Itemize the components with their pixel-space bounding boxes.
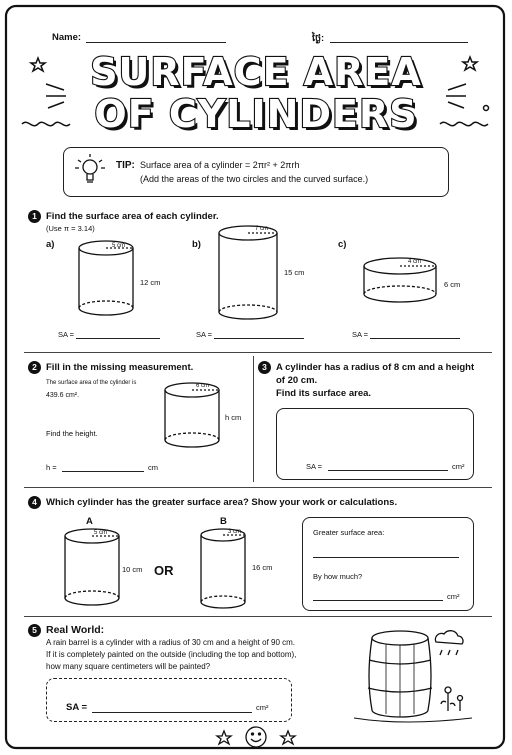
tip-formula: Surface area of a cylinder = 2πr² + 2πrh <box>140 160 300 170</box>
q5-text-line2: If it is completely painted on the outside (including the top and bottom), <box>46 650 297 659</box>
star-icon <box>281 731 295 744</box>
q5-sa-label: SA = <box>66 702 88 713</box>
q1c-letter: c) <box>338 239 347 250</box>
q5-unit: cm² <box>256 703 269 712</box>
q2-radius: 6 cm <box>196 383 210 389</box>
q1c-radius: 4 cm <box>408 259 422 265</box>
q3-answer-line[interactable] <box>328 470 448 471</box>
q3-sa-label: SA = <box>306 462 323 471</box>
tip-label: TIP: <box>116 160 135 171</box>
q4b-radius: 3 cm <box>228 529 242 535</box>
q4-difference-answer-line[interactable] <box>313 600 443 601</box>
q1a-height: 12 cm <box>140 278 161 287</box>
tip-box <box>63 147 449 197</box>
q1b-sa-label: SA = <box>196 330 213 339</box>
q1b-radius: 7 cm <box>255 226 269 232</box>
q1a-sa-label: SA = <box>58 330 75 339</box>
q2-task: Find the height. <box>46 429 98 438</box>
q4-unit: cm² <box>447 592 460 601</box>
cloud-icon <box>435 631 463 644</box>
q5-answer-line[interactable] <box>92 712 252 713</box>
smiley-icon <box>246 727 266 747</box>
question-number-4: 4 <box>28 496 41 509</box>
q4a-height: 10 cm <box>122 565 143 574</box>
q1c-sa-label: SA = <box>352 330 369 339</box>
q5-heading: Real World: <box>46 624 105 636</box>
q2-answer-line[interactable] <box>62 471 144 472</box>
q1c-height: 6 cm <box>444 280 461 289</box>
q2-prompt: Fill in the missing measurement. <box>46 362 194 373</box>
name-label: Name: <box>52 32 82 43</box>
q1-pi-note: (Use π = 3.14) <box>46 224 95 233</box>
column-divider <box>253 356 254 482</box>
q2-given-line1: The surface area of the cylinder is <box>46 380 137 386</box>
tip-explanation: (Add the areas of the two circles and the curved surface.) <box>140 174 369 184</box>
q2-answer-unit: cm <box>148 463 158 472</box>
question-number-1: 1 <box>28 210 41 223</box>
rain-barrel-illustration <box>350 622 480 724</box>
q4-prompt: Which cylinder has the greater surface area? Show your work or calculations. <box>46 497 398 508</box>
q2-given-line2: 439.6 cm². <box>46 392 80 399</box>
q3-prompt-line1: A cylinder has a radius of 8 cm and a height <box>276 362 475 373</box>
q4-or-label: OR <box>154 563 174 578</box>
q3-unit: cm² <box>452 462 465 471</box>
q1b-height: 15 cm <box>284 268 305 277</box>
question-number-5: 5 <box>28 624 41 637</box>
cylinder-c-diagram <box>360 256 442 310</box>
section-divider <box>24 352 492 353</box>
cylinder-b-diagram <box>214 224 282 324</box>
q3-prompt-line2: of 20 cm. <box>276 375 318 386</box>
q4b-height: 16 cm <box>252 563 273 572</box>
question-number-3: 3 <box>258 361 271 374</box>
q1-prompt: Find the surface area of each cylinder. <box>46 211 219 222</box>
q4-cylinder-a-letter: A <box>86 516 93 527</box>
q1a-answer-line[interactable] <box>76 338 160 339</box>
q4-greater-label: Greater surface area: <box>313 528 385 537</box>
title-line-1: SURFACE AREA <box>90 50 422 94</box>
q1c-answer-line[interactable] <box>370 338 460 339</box>
flower-icon <box>445 687 451 693</box>
cylinder-q4b-diagram <box>196 526 250 614</box>
cylinder-a-diagram <box>74 238 138 320</box>
q1b-answer-line[interactable] <box>214 338 304 339</box>
lightbulb-icon <box>72 152 108 190</box>
cylinder-q2-diagram <box>160 380 224 452</box>
barrel-icon <box>372 631 428 645</box>
q1a-radius: 5 cm <box>112 243 126 249</box>
question-number-2: 2 <box>28 361 41 374</box>
q5-answer-box[interactable] <box>46 678 292 722</box>
q1b-letter: b) <box>192 239 201 250</box>
q2-height: h cm <box>225 413 242 422</box>
q4-difference-label: By how much? <box>313 572 363 581</box>
q5-text-line1: A rain barrel is a cylinder with a radius of 30 cm and a height of 90 cm. <box>46 638 296 647</box>
footer-decoration <box>210 724 302 750</box>
q4a-radius: 5 cm <box>94 530 108 536</box>
section-divider <box>24 487 492 488</box>
q4-greater-answer-line[interactable] <box>313 557 459 558</box>
q1a-letter: a) <box>46 239 55 250</box>
q2-answer-label: h = <box>46 463 57 472</box>
q5-text-line3: how many square centimeters will be painted? <box>46 662 211 671</box>
q3-prompt-line3: Find its surface area. <box>276 388 372 399</box>
cylinder-q4a-diagram <box>60 526 124 610</box>
date-label: ថ្ងៃ: <box>312 33 325 44</box>
title-line-2: OF CYLINDERS <box>94 92 418 136</box>
star-icon <box>217 731 231 744</box>
q4-cylinder-b-letter: B <box>220 516 227 527</box>
section-divider <box>24 616 492 617</box>
